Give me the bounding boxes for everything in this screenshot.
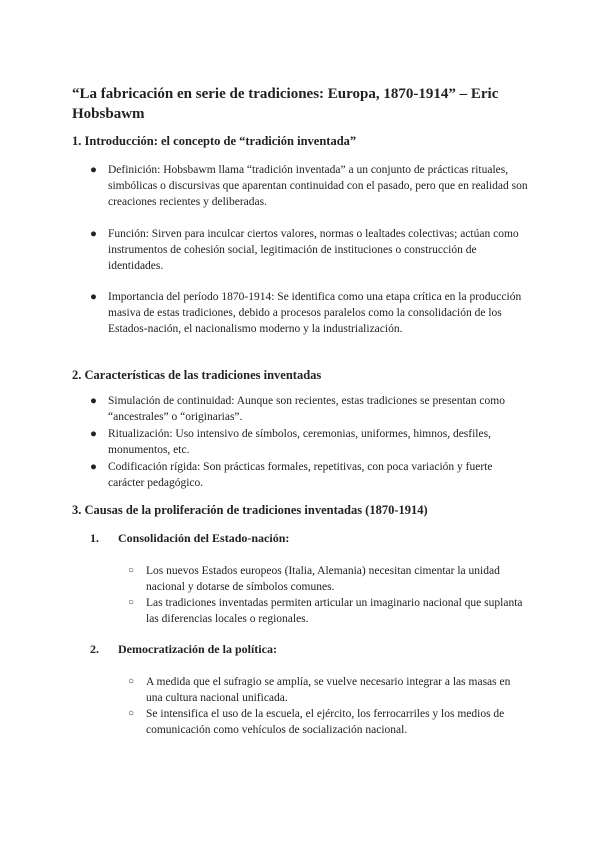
cause-2-heading: 2. Democratización de la política: <box>90 642 277 656</box>
section-1-heading: 1. Introducción: el concepto de “tradición inventada” <box>72 134 357 148</box>
list-item: ● Función: Sirven para inculcar ciertos valores, normas o lealtades colectivas; actúan como instrumentos de cohesión social, legitimación de instituciones o construcción de identidades. <box>90 228 519 272</box>
sub-list-item: ○ Las tradiciones inventadas permiten articular un imaginario nacional que suplanta las diferencias locales o regionales. <box>128 597 523 625</box>
bullet-icon: ● <box>90 395 97 407</box>
section-2-heading: 2. Características de las tradiciones inventadas <box>72 368 322 382</box>
document-title: “La fabricación en serie de tradiciones: Europa, 1870-1914” – Eric Hobsbawm <box>72 86 499 122</box>
cause-1-heading: 1. Consolidación del Estado-nación: <box>90 531 290 545</box>
bullet-icon: ● <box>90 428 97 440</box>
bullet-icon: ● <box>90 228 97 240</box>
circle-bullet-icon: ○ <box>128 708 135 719</box>
circle-bullet-icon: ○ <box>128 676 135 687</box>
circle-bullet-icon: ○ <box>128 565 135 576</box>
section-3-heading: 3. Causas de la proliferación de tradiciones inventadas (1870-1914) <box>72 503 428 517</box>
bullet-icon: ● <box>90 164 97 176</box>
sub-list-item: ○ Los nuevos Estados europeos (Italia, Alemania) necesitan cimentar la unidad nacional y dotarse de símbolos comunes. <box>128 565 500 593</box>
list-item: ● Importancia del período 1870-1914: Se identifica como una etapa crítica en la producción masiva de estas tradiciones, debido a procesos paralelos como la consolidación de los Estados-nación, el nacionalismo moderno y la industrialización. <box>90 291 522 335</box>
sub-list-item: ○ Se intensifica el uso de la escuela, el ejército, los ferrocarriles y los medios de comunicación como vehículos de socialización nacional. <box>128 708 505 736</box>
sub-list-item: ○ A medida que el sufragio se amplía, se vuelve necesario integrar a las masas en una cultura nacional unificada. <box>128 676 511 704</box>
list-item: ● Definición: Hobsbawm llama “tradición inventada” a un conjunto de prácticas rituales, simbólicas o discursivas que aparentan continuidad con el pasado, pero que en realidad son creaciones recientes y deliberadas. <box>90 164 528 208</box>
circle-bullet-icon: ○ <box>128 597 135 608</box>
bullet-icon: ● <box>90 461 97 473</box>
list-item: ● Ritualización: Uso intensivo de símbolos, ceremonias, uniformes, himnos, desfiles, monumentos, etc. <box>90 428 491 456</box>
bullet-icon: ● <box>90 291 97 303</box>
list-item: ● Simulación de continuidad: Aunque son recientes, estas tradiciones se presentan como “ancestrales” o “originarias”. <box>90 395 505 423</box>
list-item: ● Codificación rígida: Son prácticas formales, repetitivas, con poca variación y fuerte carácter pedagógico. <box>90 461 493 489</box>
